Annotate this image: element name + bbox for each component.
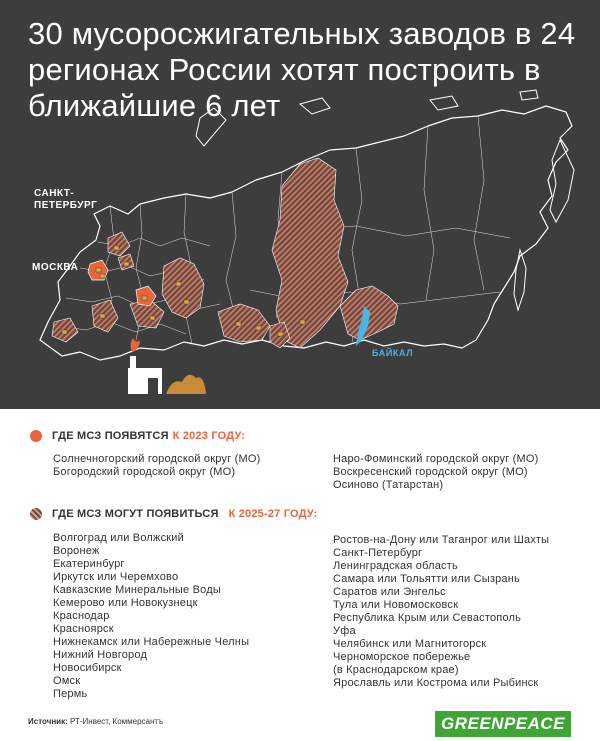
list-item: Ленинградская область xyxy=(333,560,458,572)
list-item: Осиново (Татарстан) xyxy=(333,479,444,491)
region-omsk-novosibirsk xyxy=(218,304,270,342)
marker xyxy=(142,296,147,300)
list-item: Новосибирск xyxy=(53,662,122,674)
list-item: Волгоград или Волжский xyxy=(53,532,184,544)
orange-dot-icon xyxy=(30,430,42,442)
list-item: Воронеж xyxy=(53,545,100,557)
label-moscow: МОСКВА xyxy=(32,262,79,273)
list-item: Челябинск или Магнитогорск xyxy=(333,638,487,650)
list-item: Иркутск или Черемхово xyxy=(53,571,179,583)
legend-2025-27-year: К 2025-27 ГОДУ: xyxy=(228,508,318,520)
marker xyxy=(100,314,105,318)
list-item: Самара или Тольятти или Сызрань xyxy=(333,573,520,585)
legend-2023-left-list xyxy=(53,453,260,479)
list-item: Тула или Новомосковск xyxy=(333,599,459,611)
garbage-pile-icon xyxy=(166,375,206,394)
marker xyxy=(62,330,67,334)
source-note xyxy=(28,717,163,726)
legend-2025-27-heading xyxy=(30,508,317,520)
sakhalin-outline xyxy=(514,250,526,310)
list-item: Богородский городской округ (МО) xyxy=(53,466,236,478)
marker xyxy=(278,332,283,336)
list-item: Ярославль или Кострома или Рыбинск xyxy=(333,677,539,689)
legend-2023-heading xyxy=(30,430,245,442)
marker xyxy=(100,274,105,278)
list-item: Кемерово или Новокузнецк xyxy=(53,597,198,609)
legend-2023-heading-text: ГДЕ МСЗ ПОЯВЯТСЯ xyxy=(52,430,169,442)
list-item: Екатеринбург xyxy=(53,558,125,570)
marker xyxy=(256,326,261,330)
hatched-regions xyxy=(52,158,398,348)
list-item: Пермь xyxy=(53,688,88,700)
legend-2023-year: К 2023 ГОДУ: xyxy=(172,430,246,442)
marker xyxy=(124,262,129,266)
legend-2025-27-left-list xyxy=(53,532,249,701)
label-saint-petersburg: САНКТ- ПЕТЕРБУРГ xyxy=(34,188,98,211)
list-item: Уфа xyxy=(333,625,356,637)
marker xyxy=(176,282,181,286)
legend-2025-27-heading-text: ГДЕ МСЗ МОГУТ ПОЯВИТЬСЯ xyxy=(52,508,219,520)
legend-2025-27-right-list xyxy=(333,534,549,690)
list-item: (в Краснодарском крае) xyxy=(333,664,459,676)
source-label: Источник: xyxy=(28,717,68,726)
kamchatka-outline xyxy=(550,140,574,222)
list-item: Наро-Фоминский городской округ (МО) xyxy=(333,453,539,465)
list-item: Воскресенский городской округ (МО) xyxy=(333,466,528,478)
source-text: РТ-Инвест, Коммерсантъ xyxy=(70,717,164,726)
list-item: Нижний Новгород xyxy=(53,649,148,661)
list-item: Саратов или Энгельс xyxy=(333,586,446,598)
marker xyxy=(236,322,241,326)
region-sverdlovsk-perm xyxy=(162,258,204,318)
marker xyxy=(96,268,101,272)
list-item: Черноморское побережье xyxy=(333,651,471,663)
region-krasnoyarsk xyxy=(272,158,348,348)
list-item: Нижнекамск или Набережные Челны xyxy=(53,636,250,648)
incinerator-icon xyxy=(128,338,162,394)
list-item: Солнечногорский городской округ (МО) xyxy=(53,453,261,465)
marker xyxy=(300,320,305,324)
greenpeace-logo: GREENPEACE xyxy=(435,711,571,737)
list-item: Омск xyxy=(53,675,81,687)
marker xyxy=(184,300,189,304)
page-title: 30 мусоросжигательных заводов в 24 регионах России хотят построить в ближайшие 6 лет xyxy=(28,16,576,123)
hatched-dot-icon xyxy=(30,508,42,520)
marker xyxy=(150,316,155,320)
list-item: Республика Крым или Севастополь xyxy=(333,612,522,624)
marker xyxy=(114,246,119,250)
legend-2023-right-list xyxy=(333,453,538,492)
list-item: Кавказские Минеральные Воды xyxy=(53,584,221,596)
list-item: Санкт-Петербург xyxy=(333,547,423,559)
list-item: Краснодар xyxy=(53,610,110,622)
region-leningrad xyxy=(108,232,130,256)
list-item: Красноярск xyxy=(53,623,114,635)
list-item: Ростов-на-Дону или Таганрог или Шахты xyxy=(333,534,550,546)
label-baikal: БАЙКАЛ xyxy=(372,348,414,358)
